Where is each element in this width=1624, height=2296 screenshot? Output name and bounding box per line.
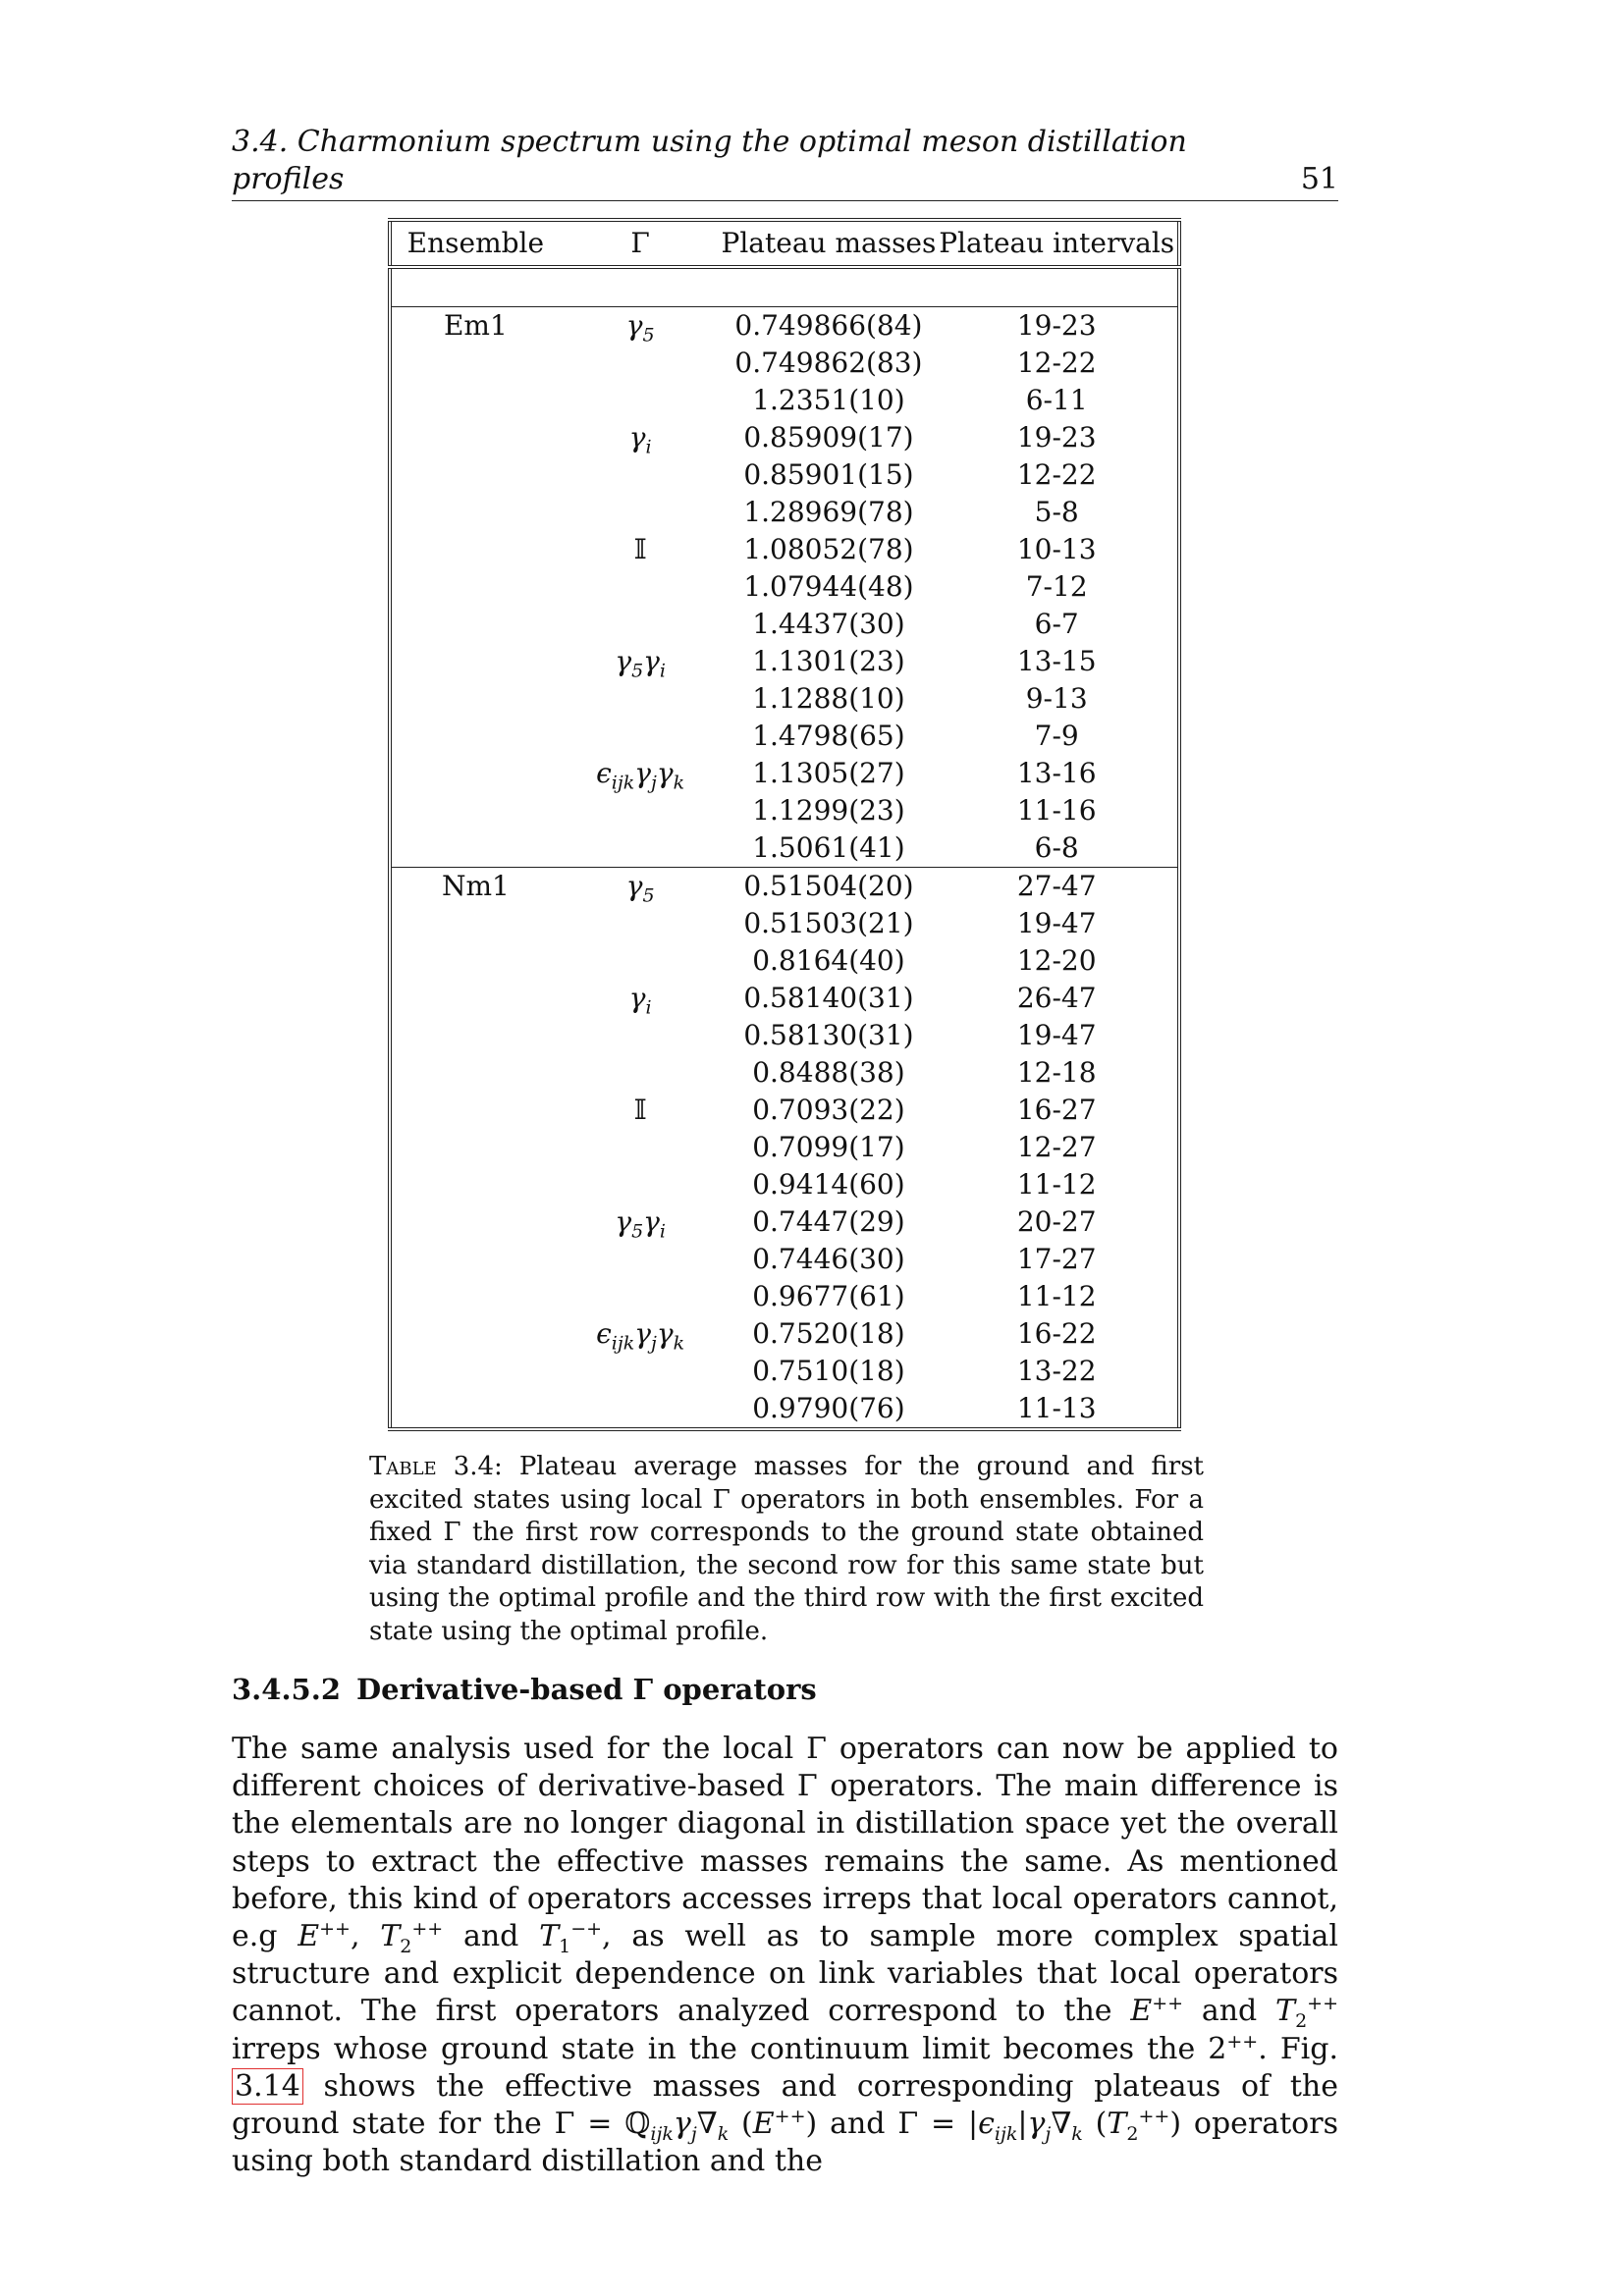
cell-ensemble <box>390 568 560 606</box>
cell-ensemble <box>390 345 560 382</box>
table-row <box>390 1353 1179 1390</box>
section-number: 3.4.5.2 <box>232 1673 342 1706</box>
table-row <box>390 680 1179 718</box>
cell-gamma <box>560 1166 722 1203</box>
cell-plateau-mass: 1.28969(78) <box>743 496 914 528</box>
table-row <box>390 307 1179 346</box>
table-row <box>390 382 1179 419</box>
cell-plateau-interval: 19-23 <box>936 307 1179 346</box>
table-row <box>390 829 1179 868</box>
cell-ensemble <box>390 942 560 980</box>
cell-ensemble <box>390 456 560 494</box>
table-row <box>390 1166 1179 1203</box>
cell-plateau-interval: 10-13 <box>1016 533 1097 565</box>
body-text-5: shows the effective masses and corresponding plateaus of the ground state for the <box>232 2068 1338 2142</box>
cell-plateau-mass: 0.7099(17) <box>752 1131 905 1163</box>
cell-plateau-interval: 5-8 <box>1034 496 1079 528</box>
cell-plateau-mass: 0.9790(76) <box>722 1390 937 1429</box>
cell-plateau-mass: 0.749866(84) <box>722 307 937 346</box>
cell-ensemble <box>390 718 560 755</box>
cell-gamma <box>560 792 722 829</box>
cell-plateau-mass: 0.8488(38) <box>752 1056 905 1089</box>
cell-gamma: $\epsilon_{ijk}\gamma_j\gamma_k$ <box>596 757 685 794</box>
data-table <box>388 218 1181 1431</box>
running-header <box>232 124 1338 201</box>
cell-plateau-interval: 12-18 <box>1016 1056 1097 1089</box>
cell-gamma <box>560 606 722 643</box>
cell-gamma <box>560 456 722 494</box>
cell-plateau-mass: 0.8164(40) <box>752 944 905 977</box>
cell-ensemble <box>390 382 560 419</box>
cell-plateau-interval: 6-7 <box>1034 608 1079 640</box>
table-caption <box>369 1451 1204 1648</box>
cell-plateau-interval: 12-22 <box>1016 347 1097 379</box>
cell-gamma <box>560 1054 722 1092</box>
cell-plateau-interval: 12-22 <box>1016 458 1097 491</box>
table-row <box>390 980 1179 1017</box>
cell-gamma: 𝕀 <box>633 533 647 565</box>
cell-plateau-mass: 0.7093(22) <box>752 1094 905 1126</box>
cell-plateau-interval: 12-27 <box>1016 1131 1097 1163</box>
body-text-6: operators using both standard distillation and the <box>232 2107 1338 2179</box>
cell-gamma <box>560 568 722 606</box>
body-text-1: The same analysis used for the local Γ operators can now be applied to different choices of derivative-based Γ operators. The main difference is the elementals are no longer diagonal in distillation space yet the overall steps to extract the effective masses remains the same. As mentioned before, this kind of operators accesses irreps that local operators cannot, e.g <box>232 1732 1338 1954</box>
cell-ensemble <box>390 531 560 568</box>
cell-gamma: $\gamma_i$ <box>628 421 652 458</box>
table-row <box>390 1203 1179 1241</box>
cell-ensemble <box>390 829 560 868</box>
table-row <box>390 942 1179 980</box>
cell-gamma <box>560 680 722 718</box>
cell-plateau-mass: 1.1299(23) <box>752 794 905 827</box>
cell-ensemble <box>390 1203 560 1241</box>
cell-ensemble <box>390 419 560 456</box>
table-row <box>390 718 1179 755</box>
table-row <box>390 868 1179 906</box>
table-row <box>390 1054 1179 1092</box>
cell-ensemble <box>390 1278 560 1315</box>
cell-plateau-interval: 12-20 <box>1016 944 1097 977</box>
cell-plateau-mass: 0.7520(18) <box>752 1317 905 1350</box>
cell-plateau-interval: 16-27 <box>1016 1094 1097 1126</box>
cell-plateau-mass: 1.1288(10) <box>752 682 905 715</box>
ensemble-group-em1 <box>390 307 1179 868</box>
cell-plateau-interval: 17-27 <box>1016 1243 1097 1275</box>
cell-plateau-mass: 0.7446(30) <box>752 1243 905 1275</box>
plateau-table <box>388 218 1181 1431</box>
table-row <box>390 792 1179 829</box>
cell-plateau-mass: 0.7447(29) <box>752 1205 905 1238</box>
cell-gamma: $\gamma_5$ <box>560 307 722 346</box>
cell-ensemble <box>390 1390 560 1429</box>
cell-plateau-mass: 0.85901(15) <box>743 458 914 491</box>
cell-plateau-mass: 1.5061(41) <box>752 831 905 864</box>
cell-gamma: $\epsilon_{ijk}\gamma_j\gamma_k$ <box>596 1317 685 1355</box>
cell-ensemble <box>390 1241 560 1278</box>
cell-plateau-mass: 1.07944(48) <box>743 570 914 603</box>
cell-ensemble <box>390 680 560 718</box>
cell-ensemble <box>390 905 560 942</box>
cell-plateau-interval: 11-12 <box>1016 1168 1097 1201</box>
cell-gamma: $\gamma_5$ <box>560 868 722 906</box>
cell-ensemble <box>390 792 560 829</box>
cell-plateau-mass: 0.9414(60) <box>752 1168 905 1201</box>
col-header-intervals: Plateau intervals <box>936 220 1179 267</box>
body-text-3: irreps whose ground state in the continuum limit becomes the 2 <box>232 2031 1227 2066</box>
cell-gamma <box>560 345 722 382</box>
cell-plateau-mass: 1.4798(65) <box>752 720 905 752</box>
cell-ensemble: Em1 <box>390 307 560 346</box>
cell-plateau-mass: 0.9677(61) <box>752 1280 905 1312</box>
col-header-gamma: Γ <box>560 220 722 267</box>
cell-plateau-interval: 13-15 <box>1016 645 1097 677</box>
table-row <box>390 419 1179 456</box>
cell-plateau-mass: 0.51504(20) <box>722 868 937 906</box>
table-row <box>390 755 1179 792</box>
cell-ensemble <box>390 1129 560 1166</box>
cell-plateau-interval: 11-16 <box>1016 794 1097 827</box>
cell-gamma: $\gamma_i$ <box>628 982 652 1019</box>
table-row <box>390 456 1179 494</box>
table-row <box>390 531 1179 568</box>
table-row <box>390 1278 1179 1315</box>
cell-plateau-interval: 16-22 <box>1016 1317 1097 1350</box>
cell-gamma <box>560 905 722 942</box>
cell-plateau-interval: 13-22 <box>1016 1355 1097 1387</box>
cell-gamma <box>560 382 722 419</box>
table-row <box>390 494 1179 531</box>
section-title: Derivative-based Γ operators <box>356 1673 817 1706</box>
caption-text: Plateau average masses for the ground and first excited states using local Γ operators in both ensembles. For a fixed Γ the first row corresponds to the ground state obtained via standard distillation, the second row for this same state but using the optimal profile and the third row with the first excited state using the optimal profile. <box>369 1452 1204 1646</box>
table-row <box>390 643 1179 680</box>
ensemble-group-nm1 <box>390 868 1179 1430</box>
cell-gamma <box>560 1390 722 1429</box>
cell-plateau-interval: 27-47 <box>936 868 1179 906</box>
cell-ensemble <box>390 755 560 792</box>
cell-plateau-mass: 0.51503(21) <box>743 907 914 939</box>
figure-reference-link[interactable]: 3.14 <box>232 2068 303 2105</box>
cell-gamma <box>560 1129 722 1166</box>
cell-plateau-mass: 0.7510(18) <box>752 1355 905 1387</box>
cell-plateau-mass: 1.1305(27) <box>752 757 905 789</box>
cell-plateau-interval: 13-16 <box>1016 757 1097 789</box>
cell-gamma: 𝕀 <box>633 1094 647 1126</box>
cell-plateau-interval: 7-9 <box>1034 720 1079 752</box>
table-row <box>390 345 1179 382</box>
table-row <box>390 606 1179 643</box>
cell-gamma <box>560 1278 722 1315</box>
cell-ensemble <box>390 643 560 680</box>
cell-plateau-interval: 11-12 <box>1016 1280 1097 1312</box>
body-paragraph: The same analysis used for the local Γ operators can now be applied to different choices of derivative-based Γ operators. The main difference is the elementals are no longer diagonal in distillation space yet the overall steps to extract the effective masses remains the same. As mentioned before, this kind of operators accesses irreps that local operators cannot, e.g E++, $T_2^{++}$ and $T_1^{-+}$, as well as to sample more complex spatial structure and explicit dependence on link variables that local operators cannot. The first operators analyzed correspond to the E++ and $T_2^{++}$ irreps whose ground state in the continuum limit becomes the 2++. Fig. 3.14 shows the effective masses and corresponding plateaus of the ground state for the $\Gamma = ℚ_{ijk}\gamma_j\nabla_k$ (E++) and $\Gamma = |\epsilon_{ijk}|\gamma_j\nabla_k$ $(T_2^{++})$ operators using both standard distillation and the <box>232 1732 1339 2179</box>
cell-ensemble <box>390 980 560 1017</box>
col-header-masses: Plateau masses <box>722 220 937 267</box>
cell-ensemble <box>390 1054 560 1092</box>
cell-plateau-mass: 0.85909(17) <box>743 421 914 454</box>
cell-gamma <box>560 494 722 531</box>
cell-plateau-interval: 26-47 <box>1016 982 1097 1014</box>
cell-plateau-interval: 6-11 <box>1025 384 1088 416</box>
body-text-4: . Fig. <box>1258 2031 1338 2066</box>
cell-plateau-interval: 7-12 <box>1025 570 1088 603</box>
cell-plateau-mass: 1.1301(23) <box>752 645 905 677</box>
cell-ensemble <box>390 1017 560 1054</box>
cell-plateau-mass: 1.4437(30) <box>752 608 905 640</box>
table-row <box>390 1390 1179 1429</box>
cell-plateau-mass: 1.08052(78) <box>743 533 914 565</box>
table-row <box>390 568 1179 606</box>
cell-ensemble <box>390 1092 560 1129</box>
cell-gamma <box>560 1353 722 1390</box>
cell-gamma: $\gamma_5\gamma_i$ <box>615 645 666 682</box>
cell-plateau-interval: 19-47 <box>1016 1019 1097 1051</box>
cell-gamma <box>560 1017 722 1054</box>
cell-ensemble <box>390 606 560 643</box>
cell-ensemble: Nm1 <box>390 868 560 906</box>
cell-plateau-mass: 0.749862(83) <box>734 347 923 379</box>
page-number: 51 <box>1300 162 1338 196</box>
cell-plateau-interval: 11-13 <box>936 1390 1179 1429</box>
cell-plateau-mass: 0.58140(31) <box>743 982 914 1014</box>
cell-plateau-interval: 19-23 <box>1016 421 1097 454</box>
table-row <box>390 1092 1179 1129</box>
cell-gamma: $\gamma_5\gamma_i$ <box>615 1205 666 1243</box>
table-row <box>390 1241 1179 1278</box>
cell-gamma <box>560 718 722 755</box>
cell-ensemble <box>390 494 560 531</box>
table-row <box>390 1017 1179 1054</box>
cell-ensemble <box>390 1353 560 1390</box>
header-title: 3.4. Charmonium spectrum using the optimal meson distillation profiles <box>232 125 1187 196</box>
section-heading <box>232 1673 817 1706</box>
cell-plateau-mass: 1.2351(10) <box>752 384 905 416</box>
body-text-2: , as well as to sample more complex spatial structure and explicit dependence on link variables that local operators cannot. The first operators analyzed correspond to the <box>232 1919 1339 2029</box>
cell-plateau-interval: 9-13 <box>1025 682 1088 715</box>
cell-gamma <box>560 829 722 868</box>
table-row <box>390 1315 1179 1353</box>
col-header-ensemble: Ensemble <box>390 220 560 267</box>
table-row <box>390 1129 1179 1166</box>
cell-plateau-interval: 19-47 <box>1016 907 1097 939</box>
caption-number: 3.4: <box>453 1452 503 1481</box>
table-row <box>390 905 1179 942</box>
cell-ensemble <box>390 1166 560 1203</box>
cell-gamma <box>560 942 722 980</box>
cell-plateau-interval: 6-8 <box>1034 831 1079 864</box>
cell-gamma <box>560 1241 722 1278</box>
cell-ensemble <box>390 1315 560 1353</box>
cell-plateau-mass: 0.58130(31) <box>743 1019 914 1051</box>
cell-plateau-interval: 20-27 <box>1016 1205 1097 1238</box>
caption-label: Table <box>369 1452 437 1481</box>
